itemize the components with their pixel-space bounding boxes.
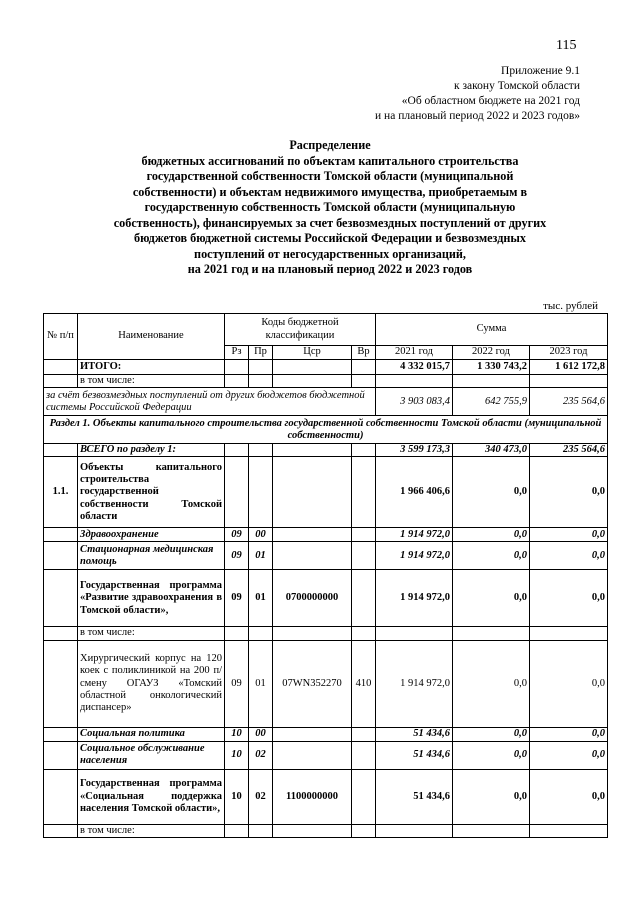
- title-line: поступлений от негосударственных организаций,: [194, 246, 466, 261]
- code-pr: 00: [249, 528, 273, 542]
- code-rz: 09: [225, 570, 249, 627]
- value-2021: 3 903 083,4: [376, 388, 453, 416]
- table-row: [44, 627, 608, 640]
- value-2021: 51 434,6: [376, 741, 453, 769]
- value-2022: 0,0: [453, 640, 530, 727]
- title-line: собственности) и объектам недвижимого имущества, приобретаемым в: [132, 184, 528, 199]
- row-name: ВСЕГО по разделу 1:: [78, 444, 225, 457]
- appendix-line: Приложение 9.1: [501, 65, 580, 77]
- code-pr: 00: [249, 727, 273, 741]
- row-name: в том числе:: [78, 824, 225, 837]
- row-number: 1.1.: [44, 457, 78, 528]
- table-row: [44, 457, 608, 528]
- value-2022: 642 755,9: [453, 388, 530, 416]
- value-2023: 0,0: [530, 769, 608, 824]
- code-rz: 09: [225, 542, 249, 570]
- header-num: № п/п: [44, 314, 78, 360]
- units-label: тыс. рублей: [543, 300, 598, 312]
- header-vr: Вр: [352, 346, 376, 360]
- header-2021: 2021 год: [376, 346, 453, 360]
- row-name: Социальная политика: [78, 727, 225, 741]
- table-row: [44, 528, 608, 542]
- value-2021: 3 599 173,3: [376, 444, 453, 457]
- row-name: Здравоохранение: [78, 528, 225, 542]
- title-line: бюджетных ассигнований по объектам капитального строительства: [141, 153, 519, 168]
- value-2023: 0,0: [530, 741, 608, 769]
- value-2023: 0,0: [530, 727, 608, 741]
- row-name: Хирургический корпус на 120 коек с поликлиникой на 200 п/смену ОГАУЗ «Томский областной онкологический диспансер»: [78, 640, 225, 727]
- document-title: [40, 138, 620, 278]
- value-2021: 1 914 972,0: [376, 640, 453, 727]
- value-2022: 0,0: [453, 741, 530, 769]
- value-2022: 0,0: [453, 457, 530, 528]
- appendix-line: и на плановый период 2022 и 2023 годов»: [375, 110, 580, 122]
- value-2023: 235 564,6: [530, 388, 608, 416]
- title-line: бюджетов бюджетной системы Российской Федерации и безвозмездных: [133, 231, 527, 245]
- table-row: [44, 769, 608, 824]
- value-2021: 1 914 972,0: [376, 528, 453, 542]
- code-rz: 10: [225, 741, 249, 769]
- table-row: [44, 570, 608, 627]
- table-row: [44, 375, 608, 388]
- code-pr: 02: [249, 741, 273, 769]
- code-rz: 10: [225, 769, 249, 824]
- value-2022: 0,0: [453, 570, 530, 627]
- value-2022: 0,0: [453, 727, 530, 741]
- title-line: государственной собственности Томской области (муниципальной: [146, 169, 514, 183]
- title-line: Распределение: [289, 138, 371, 152]
- value-2023: 0,0: [530, 457, 608, 528]
- title-line: собственность), финансируемых за счет безвозмездных поступлений от других: [113, 215, 547, 230]
- value-2021: 1 966 406,6: [376, 457, 453, 528]
- row-name: в том числе:: [78, 375, 225, 388]
- value-2023: 0,0: [530, 640, 608, 727]
- appendix-line: к закону Томской области: [454, 80, 580, 92]
- appendix-reference: [375, 64, 580, 124]
- table-row: [44, 727, 608, 741]
- row-name: Государственная программа «Социальная поддержка населения Томской области»,: [78, 769, 225, 824]
- table-row: [44, 388, 608, 416]
- row-name: в том числе:: [78, 627, 225, 640]
- code-pr: 01: [249, 640, 273, 727]
- value-2022: 0,0: [453, 528, 530, 542]
- value-2021: 1 914 972,0: [376, 570, 453, 627]
- table-row: [44, 824, 608, 837]
- value-2022: 0,0: [453, 769, 530, 824]
- row-name: Объекты капитального строительства государственной собственности Томской области: [78, 457, 225, 528]
- header-row: [44, 314, 608, 346]
- header-2022: 2022 год: [453, 346, 530, 360]
- row-name: за счёт безвозмездных поступлений от других бюджетов бюджетной системы Российской Федерации: [44, 388, 376, 416]
- code-pr: 01: [249, 570, 273, 627]
- section-title: Раздел 1. Объекты капитального строительства государственной собственности Томской области (муниципальной собственности): [44, 416, 608, 444]
- row-name: Государственная программа «Развитие здравоохранения в Томской области»,: [78, 570, 225, 627]
- value-2021: 1 914 972,0: [376, 542, 453, 570]
- value-2023: 0,0: [530, 570, 608, 627]
- header-sum: Сумма: [376, 314, 608, 346]
- value-2023: 1 612 172,8: [530, 360, 608, 375]
- code-csr: 1100000000: [273, 769, 352, 824]
- header-2023: 2023 год: [530, 346, 608, 360]
- value-2021: 4 332 015,7: [376, 360, 453, 375]
- code-rz: 09: [225, 528, 249, 542]
- value-2023: 235 564,6: [530, 444, 608, 457]
- code-rz: 10: [225, 727, 249, 741]
- value-2021: 51 434,6: [376, 769, 453, 824]
- value-2023: 0,0: [530, 528, 608, 542]
- value-2022: 340 473,0: [453, 444, 530, 457]
- row-name: Стационарная медицинская помощь: [78, 542, 225, 570]
- header-pr: Пр: [249, 346, 273, 360]
- section-row: [44, 416, 608, 444]
- code-pr: 02: [249, 769, 273, 824]
- value-2022: 0,0: [453, 542, 530, 570]
- page-number: 115: [556, 38, 577, 53]
- header-csr: Цср: [273, 346, 352, 360]
- value-2022: 1 330 743,2: [453, 360, 530, 375]
- code-csr: 0700000000: [273, 570, 352, 627]
- table-row: [44, 444, 608, 457]
- value-2021: 51 434,6: [376, 727, 453, 741]
- budget-table: [43, 313, 608, 838]
- title-line: на 2021 год и на плановый период 2022 и 2023 годов: [187, 262, 473, 276]
- code-vr: 410: [352, 640, 376, 727]
- code-rz: 09: [225, 640, 249, 727]
- table-row: [44, 640, 608, 727]
- table-row: [44, 542, 608, 570]
- row-name: ИТОГО:: [78, 360, 225, 375]
- table-row: [44, 360, 608, 375]
- title-line: государственную собственность Томской области (муниципальную: [144, 200, 516, 214]
- header-name: Наименование: [78, 314, 225, 360]
- appendix-line: «Об областном бюджете на 2021 год: [401, 95, 580, 107]
- value-2023: 0,0: [530, 542, 608, 570]
- row-name: Социальное обслуживание населения: [78, 741, 225, 769]
- code-csr: 07WN352270: [273, 640, 352, 727]
- header-rz: Рз: [225, 346, 249, 360]
- header-codes: Коды бюджетной классификации: [225, 314, 376, 346]
- table-row: [44, 741, 608, 769]
- code-pr: 01: [249, 542, 273, 570]
